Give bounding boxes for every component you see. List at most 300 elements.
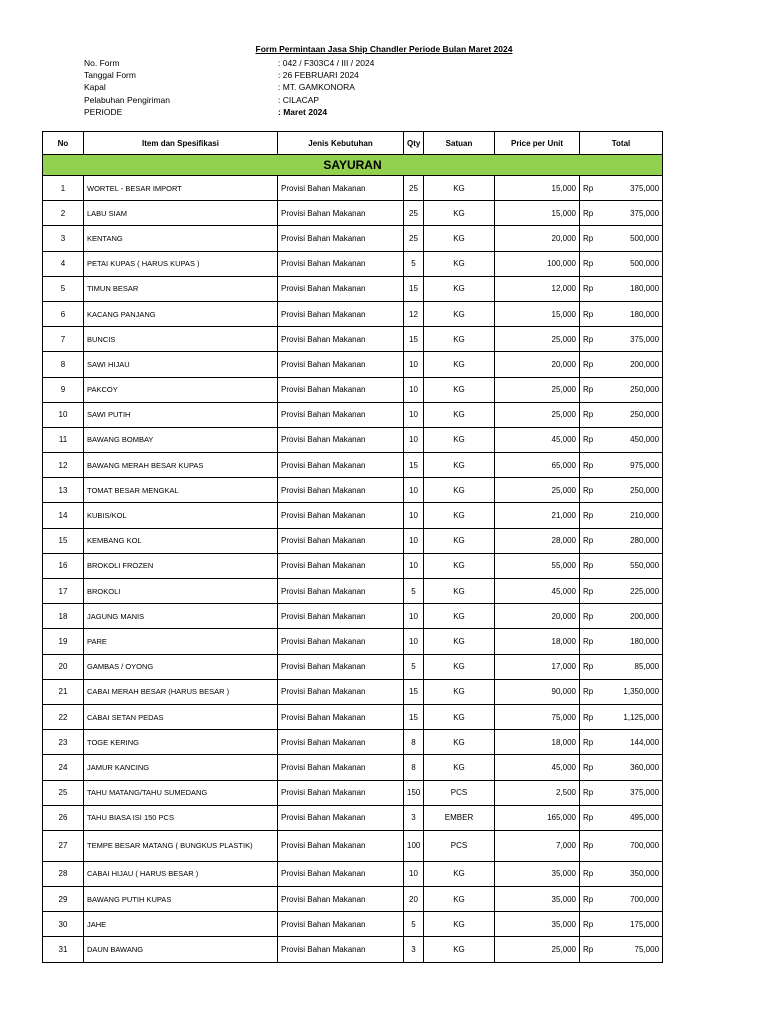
row-item: KUBIS/KOL [84, 503, 278, 528]
row-total: 350,000 [604, 861, 663, 886]
row-price: 15,000 [495, 301, 580, 326]
row-qty: 10 [404, 553, 424, 578]
row-satuan: KG [424, 528, 495, 553]
row-satuan: KG [424, 453, 495, 478]
row-price: 65,000 [495, 453, 580, 478]
row-total: 375,000 [604, 780, 663, 805]
row-currency: Rp [580, 830, 604, 861]
row-qty: 10 [404, 377, 424, 402]
row-item: SAWI PUTIH [84, 402, 278, 427]
row-currency: Rp [580, 176, 604, 201]
row-price: 25,000 [495, 377, 580, 402]
meta-label: Kapal [84, 82, 106, 93]
meta-row-pelabuhan [84, 94, 484, 106]
row-satuan: KG [424, 301, 495, 326]
row-no: 17 [43, 579, 84, 604]
table-row [43, 805, 663, 830]
table-row [43, 251, 663, 276]
row-jenis: Provisi Bahan Makanan [278, 830, 404, 861]
row-jenis: Provisi Bahan Makanan [278, 201, 404, 226]
row-qty: 10 [404, 503, 424, 528]
row-total: 375,000 [604, 176, 663, 201]
row-no: 14 [43, 503, 84, 528]
row-currency: Rp [580, 276, 604, 301]
row-no: 16 [43, 553, 84, 578]
row-no: 31 [43, 937, 84, 962]
row-price: 45,000 [495, 579, 580, 604]
row-total: 360,000 [604, 755, 663, 780]
table-row [43, 730, 663, 755]
row-no: 1 [43, 176, 84, 201]
table-row [43, 352, 663, 377]
table-row [43, 887, 663, 912]
row-qty: 10 [404, 427, 424, 452]
row-satuan: KG [424, 176, 495, 201]
row-jenis: Provisi Bahan Makanan [278, 402, 404, 427]
col-header-jenis: Jenis Kebutuhan [278, 132, 404, 155]
row-total: 250,000 [604, 478, 663, 503]
row-item: BAWANG MERAH BESAR KUPAS [84, 453, 278, 478]
row-qty: 15 [404, 704, 424, 729]
row-qty: 10 [404, 528, 424, 553]
row-satuan: KG [424, 553, 495, 578]
row-total: 1,125,000 [604, 704, 663, 729]
row-qty: 10 [404, 604, 424, 629]
row-currency: Rp [580, 301, 604, 326]
row-currency: Rp [580, 453, 604, 478]
meta-label: Tanggal Form [84, 70, 136, 81]
row-jenis: Provisi Bahan Makanan [278, 528, 404, 553]
row-item: BUNCIS [84, 327, 278, 352]
row-price: 25,000 [495, 327, 580, 352]
row-item: KENTANG [84, 226, 278, 251]
row-no: 6 [43, 301, 84, 326]
row-no: 30 [43, 912, 84, 937]
row-currency: Rp [580, 226, 604, 251]
row-qty: 15 [404, 327, 424, 352]
row-satuan: KG [424, 276, 495, 301]
col-header-price: Price per Unit [495, 132, 580, 155]
row-item: PAKCOY [84, 377, 278, 402]
row-total: 250,000 [604, 402, 663, 427]
table-row [43, 301, 663, 326]
row-satuan: KG [424, 679, 495, 704]
row-currency: Rp [580, 251, 604, 276]
row-qty: 3 [404, 805, 424, 830]
row-satuan: KG [424, 503, 495, 528]
row-jenis: Provisi Bahan Makanan [278, 251, 404, 276]
row-jenis: Provisi Bahan Makanan [278, 679, 404, 704]
row-jenis: Provisi Bahan Makanan [278, 912, 404, 937]
row-total: 180,000 [604, 301, 663, 326]
row-qty: 5 [404, 912, 424, 937]
row-currency: Rp [580, 730, 604, 755]
row-satuan: KG [424, 251, 495, 276]
row-currency: Rp [580, 780, 604, 805]
row-currency: Rp [580, 679, 604, 704]
row-currency: Rp [580, 553, 604, 578]
row-no: 29 [43, 887, 84, 912]
meta-row-periode [84, 106, 484, 118]
row-satuan: KG [424, 937, 495, 962]
row-item: TOMAT BESAR MENGKAL [84, 478, 278, 503]
meta-row-tanggal [84, 69, 484, 81]
row-no: 12 [43, 453, 84, 478]
row-currency: Rp [580, 629, 604, 654]
row-qty: 20 [404, 887, 424, 912]
table-header-row [43, 132, 663, 155]
row-jenis: Provisi Bahan Makanan [278, 553, 404, 578]
row-total: 375,000 [604, 201, 663, 226]
row-item: BROKOLI FROZEN [84, 553, 278, 578]
row-price: 75,000 [495, 704, 580, 729]
meta-label: Pelabuhan Pengiriman [84, 94, 171, 105]
table-row [43, 579, 663, 604]
row-currency: Rp [580, 528, 604, 553]
table-row [43, 201, 663, 226]
row-qty: 25 [404, 226, 424, 251]
row-jenis: Provisi Bahan Makanan [278, 377, 404, 402]
meta-value: : CILACAP [278, 94, 320, 105]
table-row [43, 276, 663, 301]
row-satuan: KG [424, 755, 495, 780]
row-item: JAGUNG MANIS [84, 604, 278, 629]
row-price: 35,000 [495, 912, 580, 937]
table-row [43, 704, 663, 729]
row-item: DAUN BAWANG [84, 937, 278, 962]
row-jenis: Provisi Bahan Makanan [278, 805, 404, 830]
row-item: TAHU MATANG/TAHU SUMEDANG [84, 780, 278, 805]
request-table [42, 131, 663, 963]
row-jenis: Provisi Bahan Makanan [278, 176, 404, 201]
row-currency: Rp [580, 937, 604, 962]
table-row [43, 937, 663, 962]
row-currency: Rp [580, 579, 604, 604]
meta-value: : Maret 2024 [278, 106, 328, 117]
row-price: 165,000 [495, 805, 580, 830]
row-jenis: Provisi Bahan Makanan [278, 352, 404, 377]
col-header-satuan: Satuan [424, 132, 495, 155]
row-qty: 10 [404, 478, 424, 503]
row-item: GAMBAS / OYONG [84, 654, 278, 679]
table-row [43, 679, 663, 704]
table-row [43, 629, 663, 654]
row-price: 35,000 [495, 861, 580, 886]
row-satuan: PCS [424, 780, 495, 805]
row-total: 180,000 [604, 629, 663, 654]
row-qty: 3 [404, 937, 424, 962]
row-satuan: KG [424, 579, 495, 604]
row-jenis: Provisi Bahan Makanan [278, 629, 404, 654]
row-currency: Rp [580, 604, 604, 629]
row-currency: Rp [580, 503, 604, 528]
row-qty: 15 [404, 276, 424, 301]
meta-row-no-form [84, 57, 484, 69]
table-row [43, 427, 663, 452]
row-total: 700,000 [604, 887, 663, 912]
row-price: 12,000 [495, 276, 580, 301]
row-jenis: Provisi Bahan Makanan [278, 780, 404, 805]
row-currency: Rp [580, 352, 604, 377]
row-total: 75,000 [604, 937, 663, 962]
row-qty: 15 [404, 679, 424, 704]
table-row [43, 226, 663, 251]
row-price: 15,000 [495, 201, 580, 226]
row-satuan: KG [424, 704, 495, 729]
meta-value: : MT. GAMKONORA [278, 82, 355, 93]
row-item: PETAI KUPAS ( HARUS KUPAS ) [84, 251, 278, 276]
row-satuan: KG [424, 912, 495, 937]
row-satuan: KG [424, 226, 495, 251]
row-satuan: KG [424, 352, 495, 377]
row-total: 200,000 [604, 352, 663, 377]
row-satuan: KG [424, 377, 495, 402]
row-item: CABAI SETAN PEDAS [84, 704, 278, 729]
row-total: 225,000 [604, 579, 663, 604]
row-currency: Rp [580, 478, 604, 503]
row-price: 20,000 [495, 352, 580, 377]
row-satuan: KG [424, 327, 495, 352]
row-price: 21,000 [495, 503, 580, 528]
row-satuan: KG [424, 861, 495, 886]
table-row [43, 604, 663, 629]
row-price: 25,000 [495, 402, 580, 427]
row-currency: Rp [580, 912, 604, 937]
row-item: JAHE [84, 912, 278, 937]
row-satuan: KG [424, 887, 495, 912]
row-satuan: EMBER [424, 805, 495, 830]
table-row [43, 861, 663, 886]
row-no: 2 [43, 201, 84, 226]
row-item: TIMUN BESAR [84, 276, 278, 301]
row-currency: Rp [580, 654, 604, 679]
form-title: Form Permintaan Jasa Ship Chandler Periode Bulan Maret 2024 [255, 44, 513, 54]
row-jenis: Provisi Bahan Makanan [278, 579, 404, 604]
row-satuan: KG [424, 402, 495, 427]
row-price: 20,000 [495, 604, 580, 629]
row-jenis: Provisi Bahan Makanan [278, 887, 404, 912]
row-total: 450,000 [604, 427, 663, 452]
row-no: 20 [43, 654, 84, 679]
row-currency: Rp [580, 755, 604, 780]
row-jenis: Provisi Bahan Makanan [278, 937, 404, 962]
row-price: 7,000 [495, 830, 580, 861]
row-total: 250,000 [604, 377, 663, 402]
row-currency: Rp [580, 327, 604, 352]
row-item: LABU SIAM [84, 201, 278, 226]
row-currency: Rp [580, 201, 604, 226]
table-row [43, 176, 663, 201]
row-jenis: Provisi Bahan Makanan [278, 327, 404, 352]
row-jenis: Provisi Bahan Makanan [278, 861, 404, 886]
row-satuan: KG [424, 604, 495, 629]
row-no: 27 [43, 830, 84, 861]
row-currency: Rp [580, 861, 604, 886]
row-qty: 10 [404, 861, 424, 886]
row-no: 22 [43, 704, 84, 729]
table-row [43, 553, 663, 578]
table-row [43, 453, 663, 478]
row-no: 21 [43, 679, 84, 704]
row-total: 975,000 [604, 453, 663, 478]
row-satuan: KG [424, 427, 495, 452]
row-item: WORTEL - BESAR IMPORT [84, 176, 278, 201]
row-jenis: Provisi Bahan Makanan [278, 453, 404, 478]
row-price: 2,500 [495, 780, 580, 805]
row-price: 35,000 [495, 887, 580, 912]
row-total: 375,000 [604, 327, 663, 352]
row-no: 3 [43, 226, 84, 251]
col-header-total: Total [580, 132, 663, 155]
row-total: 500,000 [604, 226, 663, 251]
row-qty: 8 [404, 730, 424, 755]
row-satuan: KG [424, 201, 495, 226]
row-qty: 8 [404, 755, 424, 780]
table-row [43, 654, 663, 679]
row-qty: 12 [404, 301, 424, 326]
meta-value: : 042 / F303C4 / III / 2024 [278, 58, 375, 68]
table-row [43, 912, 663, 937]
row-item: KEMBANG KOL [84, 528, 278, 553]
row-no: 24 [43, 755, 84, 780]
row-total: 500,000 [604, 251, 663, 276]
row-qty: 25 [404, 201, 424, 226]
row-satuan: KG [424, 730, 495, 755]
row-no: 18 [43, 604, 84, 629]
row-total: 200,000 [604, 604, 663, 629]
row-price: 90,000 [495, 679, 580, 704]
meta-value: : 26 FEBRUARI 2024 [278, 70, 359, 81]
row-no: 5 [43, 276, 84, 301]
row-jenis: Provisi Bahan Makanan [278, 654, 404, 679]
row-item: KACANG PANJANG [84, 301, 278, 326]
meta-row-kapal [84, 81, 484, 93]
row-currency: Rp [580, 805, 604, 830]
table-row [43, 402, 663, 427]
row-jenis: Provisi Bahan Makanan [278, 730, 404, 755]
row-item: BROKOLI [84, 579, 278, 604]
row-price: 18,000 [495, 730, 580, 755]
row-item: CABAI MERAH BESAR (HARUS BESAR ) [84, 679, 278, 704]
row-qty: 5 [404, 654, 424, 679]
section-title: SAYURAN [43, 155, 663, 176]
row-no: 11 [43, 427, 84, 452]
row-no: 8 [43, 352, 84, 377]
row-satuan: PCS [424, 830, 495, 861]
row-currency: Rp [580, 887, 604, 912]
row-jenis: Provisi Bahan Makanan [278, 226, 404, 251]
row-no: 26 [43, 805, 84, 830]
row-no: 15 [43, 528, 84, 553]
row-jenis: Provisi Bahan Makanan [278, 604, 404, 629]
row-currency: Rp [580, 427, 604, 452]
row-total: 180,000 [604, 276, 663, 301]
row-qty: 15 [404, 453, 424, 478]
row-qty: 100 [404, 830, 424, 861]
row-item: BAWANG PUTIH KUPAS [84, 887, 278, 912]
row-no: 9 [43, 377, 84, 402]
row-price: 100,000 [495, 251, 580, 276]
col-header-no: No [43, 132, 84, 155]
row-qty: 150 [404, 780, 424, 805]
row-item: JAMUR KANCING [84, 755, 278, 780]
table-row [43, 755, 663, 780]
row-price: 17,000 [495, 654, 580, 679]
row-item: TAHU BIASA ISI 150 PCS [84, 805, 278, 830]
row-price: 20,000 [495, 226, 580, 251]
row-jenis: Provisi Bahan Makanan [278, 427, 404, 452]
row-no: 7 [43, 327, 84, 352]
row-currency: Rp [580, 402, 604, 427]
row-qty: 5 [404, 251, 424, 276]
row-price: 15,000 [495, 176, 580, 201]
row-satuan: KG [424, 478, 495, 503]
form-meta [84, 57, 484, 118]
row-price: 18,000 [495, 629, 580, 654]
row-jenis: Provisi Bahan Makanan [278, 755, 404, 780]
row-price: 25,000 [495, 478, 580, 503]
row-satuan: KG [424, 654, 495, 679]
row-price: 45,000 [495, 427, 580, 452]
row-total: 210,000 [604, 503, 663, 528]
table-row [43, 478, 663, 503]
row-item: TOGE KERING [84, 730, 278, 755]
row-total: 1,350,000 [604, 679, 663, 704]
row-jenis: Provisi Bahan Makanan [278, 276, 404, 301]
col-header-qty: Qty [404, 132, 424, 155]
row-total: 280,000 [604, 528, 663, 553]
table-row [43, 377, 663, 402]
table-row [43, 830, 663, 861]
row-qty: 10 [404, 352, 424, 377]
row-price: 25,000 [495, 937, 580, 962]
table-row [43, 327, 663, 352]
row-total: 550,000 [604, 553, 663, 578]
row-jenis: Provisi Bahan Makanan [278, 704, 404, 729]
row-no: 23 [43, 730, 84, 755]
row-total: 175,000 [604, 912, 663, 937]
row-no: 28 [43, 861, 84, 886]
row-item: TEMPE BESAR MATANG ( BUNGKUS PLASTIK) [84, 830, 278, 861]
row-price: 28,000 [495, 528, 580, 553]
table-row [43, 528, 663, 553]
row-total: 700,000 [604, 830, 663, 861]
row-qty: 5 [404, 579, 424, 604]
row-price: 55,000 [495, 553, 580, 578]
row-jenis: Provisi Bahan Makanan [278, 503, 404, 528]
row-total: 144,000 [604, 730, 663, 755]
row-currency: Rp [580, 704, 604, 729]
row-jenis: Provisi Bahan Makanan [278, 301, 404, 326]
row-no: 25 [43, 780, 84, 805]
row-no: 10 [43, 402, 84, 427]
row-qty: 10 [404, 629, 424, 654]
table-row [43, 503, 663, 528]
row-total: 495,000 [604, 805, 663, 830]
row-satuan: KG [424, 629, 495, 654]
row-no: 19 [43, 629, 84, 654]
row-currency: Rp [580, 377, 604, 402]
row-total: 85,000 [604, 654, 663, 679]
meta-label: PERIODE [84, 106, 123, 117]
table-row [43, 780, 663, 805]
row-no: 4 [43, 251, 84, 276]
col-header-item: Item dan Spesifikasi [84, 132, 278, 155]
meta-label: No. Form [84, 58, 120, 68]
row-price: 45,000 [495, 755, 580, 780]
row-qty: 10 [404, 402, 424, 427]
row-item: SAWI HIJAU [84, 352, 278, 377]
